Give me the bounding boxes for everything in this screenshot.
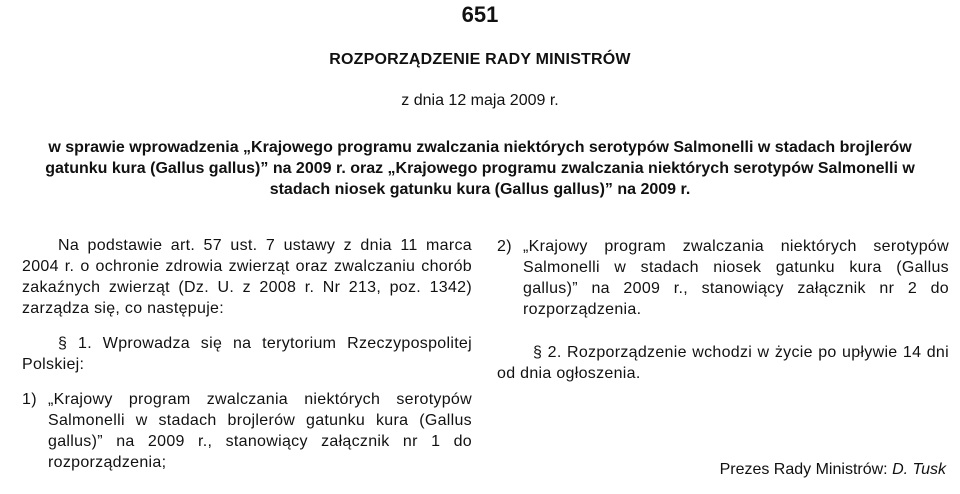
document-subject: w sprawie wprowadzenia „Krajowego programu zwalczania niektórych serotypów Salmonelli w stadach brojlerów gatunku kura (Gallus gallus)” na 2009 r. oraz „Krajowego programu zwalczania niektórych serotypów Salmonelli w stadach niosek gatunku kura (Gallus gallus)” na 2009 r. (45, 139, 915, 198)
signature (720, 461, 946, 479)
list-item-1 (22, 389, 472, 473)
paragraph-2: § 2. Rozporządzenie wchodzi w życie po upływie 14 dni od dnia ogłoszenia. (497, 344, 949, 382)
signature-role: Prezes Rady Ministrów: (719, 461, 888, 478)
list-item-1-text: „Krajowy program zwalczania niektórych serotypów Salmonelli w stadach brojlerów gatunku kura (Gallus gallus)” na 2009 r., stanowiący załącznik nr 1 do rozporządzenia; (48, 391, 472, 471)
page-number: 651 (461, 2, 499, 27)
list-item-1-number: 1) (22, 391, 37, 408)
list-item-2-text: „Krajowy program zwalczania niektórych serotypów Salmonelli w stadach niosek gatunku kura (Gallus gallus)” na 2009 r., stanowiący załącznik nr 2 do rozporządzenia. (523, 238, 949, 318)
signature-name: D. Tusk (892, 461, 946, 478)
list-item-2 (497, 236, 949, 320)
legal-basis-paragraph: Na podstawie art. 57 ust. 7 ustawy z dnia 11 marca 2004 r. o ochronie zdrowia zwierząt oraz zwalczaniu chorób zakaźnych zwierząt (Dz. U. z 2008 r. Nr 213, poz. 1342) zarządza się, co następuje: (22, 237, 472, 317)
right-column (497, 236, 949, 384)
document-date: z dnia 12 maja 2009 r. (401, 92, 559, 109)
paragraph-1: § 1. Wprowadza się na terytorium Rzeczypospolitej Polskiej: (22, 335, 472, 373)
left-column (22, 235, 472, 473)
document-title: ROZPORZĄDZENIE RADY MINISTRÓW (329, 51, 631, 68)
list-item-2-number: 2) (497, 238, 512, 255)
